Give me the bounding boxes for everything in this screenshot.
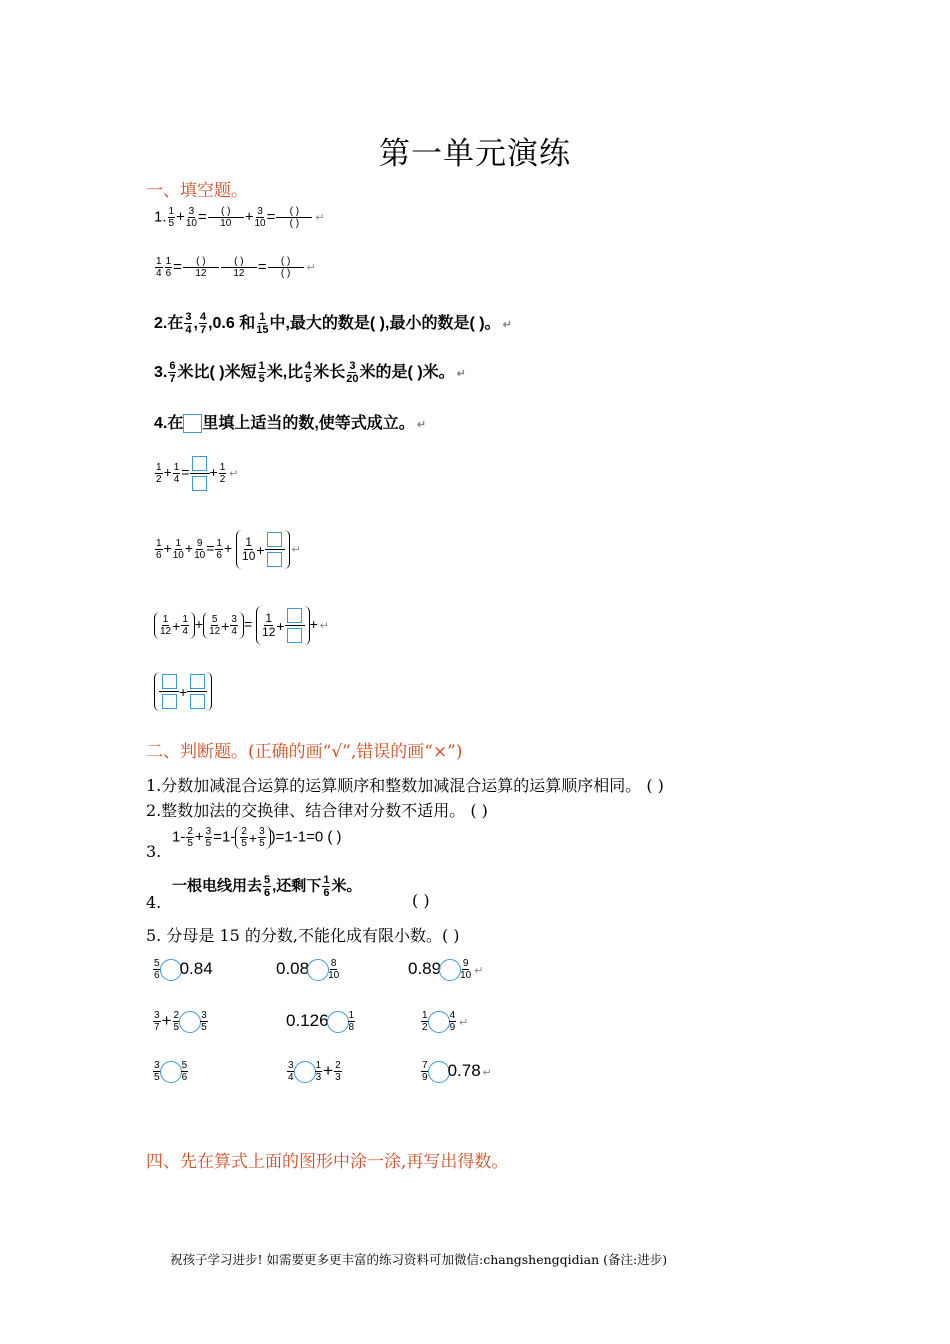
footer-note: 祝孩子学习进步! 如需要更多更丰富的练习资料可加微信:changshengqidian (备注:进步) [170, 1252, 668, 1267]
judge-item-3: 1- $\frac{2}{5}$ + $\frac{3}{5}$ =1- $\frac{2}{5}$ + $\frac{3}{5}$ )=1-1=0 ( ) [172, 826, 342, 849]
parenthesis-group: $\frac{1}{10}$ + [236, 530, 290, 569]
q1-row1: 1. $\frac{1}{5}$ + $\frac{3}{10}$ = $\frac{( )}{10}$ + $\frac{3}{10}$ = $\frac{( )}{( )}$ ↵ [154, 206, 325, 229]
compare-2a: $\frac{3}{7}$ + $\frac{2}{5}$ $\frac{3}{5}$ [154, 1010, 207, 1033]
compare-circle[interactable] [327, 1011, 349, 1033]
compare-1c: 0.89 $\frac{9}{10}$ ↵ [408, 958, 484, 981]
section-2-heading: 二、判断题。(正确的画“√”,错误的画“×”) [146, 742, 463, 762]
section-4-heading: 四、先在算式上面的图形中涂一涂,再写出得数。 [146, 1152, 509, 1172]
fraction: $\frac{6}{7}$ [169, 360, 176, 386]
answer-box[interactable] [287, 608, 302, 623]
q4-equation-1: $\frac{1}{2}$ + $\frac{1}{4}$ = + $\frac{1}{2}$ ↵ [154, 456, 238, 491]
compare-circle[interactable] [160, 1061, 182, 1083]
q3: 3. $\frac{6}{7}$ 米比( )米短 $\frac{1}{5}$ 米,比 $\frac{4}{5}$ 米长 $\frac{3}{20}$ 米的是( )米。 ↵ [154, 360, 466, 386]
compare-circle[interactable] [428, 1061, 450, 1083]
box-fraction [159, 674, 179, 709]
answer-box[interactable] [287, 628, 302, 643]
fraction: $\frac{3}{10}$ [185, 206, 197, 229]
q1-number: 1. [154, 208, 167, 226]
box-fraction [265, 532, 285, 567]
fraction: $\frac{4}{5}$ [305, 360, 312, 386]
parenthesis-group: $\frac{1}{12}$ + [256, 606, 310, 645]
fraction: $\frac{1}{5}$ [168, 206, 175, 229]
box-fraction [187, 674, 207, 709]
section-1-heading: 一、填空题。 [146, 181, 248, 201]
fraction-blank: $\frac{( )}{( )}$ [268, 256, 304, 279]
judge-item-4: 一根电线用去 $\frac{5}{6}$ ,还剩下 $\frac{1}{6}$ 米。 [172, 874, 362, 899]
answer-box[interactable] [192, 456, 207, 471]
judge-item-5: 5. 分母是 15 的分数,不能化成有限小数。( ) [146, 926, 460, 945]
answer-box[interactable] [192, 476, 207, 491]
fraction: $\frac{1}{5}$ [258, 360, 265, 386]
fraction-blank: $\frac{( )}{12}$ [221, 256, 257, 279]
compare-circle[interactable] [439, 959, 461, 981]
box-fraction [285, 608, 305, 643]
q4-equation-3: $\frac{1}{12}$ + $\frac{1}{4}$ + $\frac{5}{12}$ + $\frac{3}{4}$ = $\frac{1}{12}$ + + ↵ [154, 606, 329, 645]
judge-item-1: 1.分数加减混合运算的运算顺序和整数加减混合运算的运算顺序相同。 ( ) [146, 776, 664, 795]
judge-item-4-number: 4. [146, 893, 162, 912]
answer-box[interactable] [190, 694, 205, 709]
fraction: $\frac{4}{7}$ [199, 311, 207, 337]
fraction-blank: $\frac{( )}{( )}$ [276, 206, 312, 229]
q2: 2.在 $\frac{3}{4}$ , $\frac{4}{7}$ ,0.6 和 $\frac{1}{15}$ 中,最大的数是( ),最小的数是( )。 ↵ [154, 311, 512, 337]
answer-box[interactable] [183, 414, 202, 433]
answer-box[interactable] [162, 694, 177, 709]
judge-item-4-paren: ( ) [412, 891, 430, 910]
box-fraction [190, 456, 210, 491]
fraction: $\frac{1}{4}$ [156, 256, 162, 279]
compare-circle[interactable] [179, 1011, 201, 1033]
compare-3b: $\frac{3}{4}$ $\frac{1}{3}$ + $\frac{2}{3}$ [288, 1060, 341, 1083]
judge-item-3-number: 3. [146, 842, 162, 861]
compare-2c: $\frac{1}{2}$ $\frac{4}{9}$ ↵ [422, 1010, 469, 1033]
fraction: $\frac{3}{20}$ [346, 360, 359, 386]
compare-1b: 0.08 $\frac{8}{10}$ [276, 958, 340, 981]
compare-3c: $\frac{7}{9}$ 0.78 ↵ [422, 1060, 492, 1083]
q1-row2: $\frac{1}{4}$ $\frac{1}{6}$ = $\frac{( )}{12}$ $\frac{( )}{12}$ = $\frac{( )}{( )}$ ↵ [156, 256, 316, 279]
compare-3a: $\frac{3}{5}$ $\frac{5}{6}$ [154, 1060, 188, 1083]
q4-equation-2: $\frac{1}{6}$ + $\frac{1}{10}$ + $\frac{9}{10}$ = $\frac{1}{6}$ + $\frac{1}{10}$ + ↵ [154, 530, 301, 569]
compare-circle[interactable] [160, 959, 182, 981]
q4-equation-3-continued: + [154, 672, 212, 711]
compare-2b: 0.126 $\frac{1}{8}$ [286, 1010, 355, 1033]
judge-item-2: 2.整数加法的交换律、结合律对分数不适用。 ( ) [146, 801, 488, 820]
q4: 4.在 里填上适当的数,使等式成立。 ↵ [154, 415, 427, 432]
answer-box[interactable] [267, 552, 282, 567]
compare-circle[interactable] [294, 1061, 316, 1083]
fraction: $\frac{3}{10}$ [254, 206, 266, 229]
fraction-blank: $\frac{( )}{12}$ [183, 256, 219, 279]
answer-box[interactable] [162, 674, 177, 689]
fraction-blank: $\frac{( )}{10}$ [208, 206, 244, 229]
fraction: $\frac{3}{4}$ [185, 311, 192, 337]
fraction: $\frac{1}{15}$ [256, 311, 269, 337]
answer-box[interactable] [190, 674, 205, 689]
compare-circle[interactable] [307, 959, 329, 981]
compare-1a: $\frac{5}{6}$ 0.84 [154, 958, 213, 981]
fraction: $\frac{1}{6}$ [165, 256, 172, 279]
page-title: 第一单元演练 [379, 136, 571, 172]
answer-box[interactable] [267, 532, 282, 547]
compare-circle[interactable] [428, 1011, 450, 1033]
